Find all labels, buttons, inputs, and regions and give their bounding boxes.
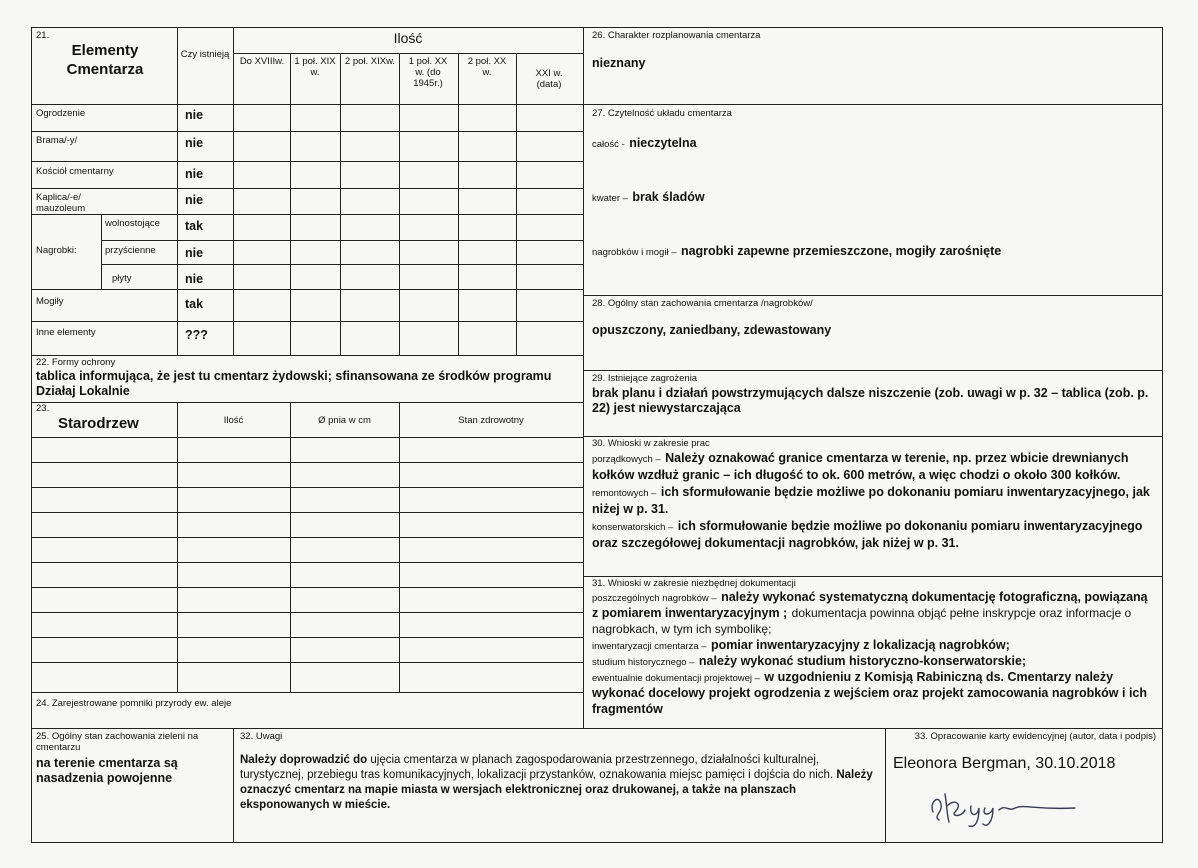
row-value: tak [185,297,204,311]
nature-label: 24. Zarejestrowane pomniki przyrody ew. aleje [36,698,232,709]
works-conserv [592,517,1154,551]
rule [233,728,234,843]
works-order [592,449,1154,483]
readability-whole-value: nieczytelna [629,136,697,150]
layout-value: nieznany [592,56,646,70]
row-label: Kaplica/-e/ mauzoleum [36,192,86,214]
doc-p4-label: ewentualnie dokumentacji projektowej – [592,673,760,684]
documentation-p1 [592,589,1154,637]
readability-quarters [592,188,705,206]
rule [31,161,583,162]
signature [925,782,1085,832]
rule [583,27,584,728]
period-header: 2 poł. XIXw. [344,56,396,67]
row-value: nie [185,108,204,122]
works-conserv-label: konserwatorskich – [592,522,674,533]
row-label: Kościół cmentarny [36,166,114,177]
remarks-body [240,753,878,813]
rule [233,53,583,54]
readability-graves [592,242,1001,260]
gravestone-type: przyścienne [105,245,156,256]
rule [31,437,583,438]
rule [31,27,32,843]
rule [31,662,583,663]
rule [31,355,583,356]
readability-quarters-value: brak śladów [632,190,705,204]
rule [233,27,234,355]
period-header: 2 poł. XX w. [467,56,507,78]
row-value: nie [185,167,204,181]
documentation-body [592,589,1154,717]
doc-p2-label: inwentaryzacji cmentarza – [592,641,707,652]
section-number: 21. [36,30,50,41]
trees-col-header: Stan zdrowotny [458,415,524,426]
rule [399,402,400,692]
rule [31,104,583,105]
author-label: 33. Opracowanie karty ewidencyjnej (autor, data i podpis) [914,731,1156,742]
rule [31,587,583,588]
remarks-bold-2: Należy oznaczyć cmentarz na mapie miasta w wersjach elektronicznej oraz drukowanej, a także na planszach eksponowanych w mieście. [240,769,873,811]
rule [31,842,1163,843]
rule [31,637,583,638]
row-label: Brama/-y/ [36,135,78,146]
period-header: XXI w. (data) [535,68,563,90]
rule [583,104,1163,105]
rule [31,27,1163,28]
rule [583,295,1163,296]
readability-whole-label: całość - [592,139,625,150]
rule [177,402,178,692]
trees-col-header: Ø pnia w cm [318,415,371,426]
row-value: nie [185,136,204,150]
gravestone-type: płyty [112,273,132,284]
remarks-bold-1: Należy doprowadzić do [240,754,368,766]
works-repair-value: ich sformułowanie będzie możliwe po dokonaniu pomiaru inwentaryzacyjnego, jak niżej w p. 31. [592,485,1150,516]
rule [177,27,178,355]
period-header: 1 poł. XIX w. [294,56,336,78]
rule [31,692,583,693]
gravestone-type: wolnostojące [105,218,160,229]
doc-p2-value: pomiar inwentaryzacyjny z lokalizacją nagrobków; [711,638,1010,652]
rule [1162,27,1163,843]
rule [290,402,291,692]
threats-label: 29. Istniejące zagrożenia [592,373,698,384]
works-order-label: porządkowych – [592,454,661,465]
condition-label: 28. Ogólny stan zachowania cmentarza /nagrobków/ [592,298,813,309]
row-label: Ogrodzenie [36,108,86,119]
works-order-value: Należy oznakować granice cmentarza w terenie, np. przez wbicie drewnianych kołków wzdłuż granic – ich długość to ok. 600 metrów, a więc chodzi o około 300 kołków. [592,451,1129,482]
rule [101,240,583,241]
col-header-exists: Czy istnieją [180,49,230,60]
documentation-label: 31. Wnioski w zakresie niezbędnej dokumentacji [592,578,796,589]
section-title: Cmentarza [66,61,144,78]
gravestone-value: tak [185,219,204,233]
works-label: 30. Wnioski w zakresie prac [592,438,710,449]
threats-value: brak planu i działań powstrzymujących dalsze niszczenie (zob. uwagi w p. 32 – tablica (zob. p. 22) jest niewystarczająca [592,386,1149,415]
rule [31,728,1163,729]
rule [31,402,583,403]
author-value: Eleonora Bergman, 30.10.2018 [893,755,1116,772]
row-value: nie [185,193,204,207]
rule [885,728,886,843]
row-label: Inne elementy [36,327,96,338]
doc-p3-value: należy wykonać studium historyczno-konserwatorskie; [698,654,1027,668]
rule [31,462,583,463]
rule [31,537,583,538]
rule [31,131,583,132]
trees-col-header: Ilość [223,415,244,426]
rule [101,264,583,265]
readability-graves-label: nagrobków i mogił – [592,247,677,258]
remarks-text-1: ujęcia cmentarza w planach zagospodarowania przestrzennego, działalności kulturalnej, turystycznej, przebiegu tras komunikacyjnych, lokalizacji przystanków, oznakowania miejsc pamięci i dojścia do nich. [240,754,837,781]
gravestone-value: nie [185,246,204,260]
col-header-quantity: Ilość [393,30,423,46]
doc-p1-label: poszczególnych nagrobków – [592,593,717,604]
rule [583,436,1163,437]
period-header: 1 poł. XX w. (do 1945r.) [408,56,448,89]
remarks-label: 32. Uwagi [240,731,283,742]
documentation-p3 [592,653,1154,669]
rule [399,53,400,355]
doc-p3-label: studium historycznego – [592,657,695,668]
rule [290,53,291,355]
readability-label: 27. Czytelność układu cmentarza [592,108,732,119]
trees-title: Starodrzew [58,415,139,432]
rule [31,214,583,215]
rule [101,214,102,289]
rule [340,53,341,355]
rule [31,512,583,513]
rule [31,487,583,488]
protection-label: 22. Formy ochrony [36,357,116,368]
greenery-label: 25. Ogólny stan zachowania zieleni na cmentarzu [36,731,199,753]
works-conserv-value: ich sformułowanie będzie możliwe po dokonaniu pomiaru inwentaryzacyjnego oraz szczegółowej dokumentacji nagrobków, jak niżej w p. 31. [592,519,1143,550]
rule [583,370,1163,371]
gravestone-value: nie [185,272,204,286]
works-body [592,449,1154,551]
protection-value: tablica informująca, że jest tu cmentarz żydowski; sfinansowana ze środków programu Działaj Lokalnie [36,369,552,398]
rule [31,289,583,290]
rule [458,53,459,355]
row-value: ??? [185,328,208,342]
rule [31,321,583,322]
condition-value: opuszczony, zaniedbany, zdewastowany [592,323,832,337]
works-repair-label: remontowych – [592,488,657,499]
rule [31,562,583,563]
readability-quarters-label: kwater – [592,193,628,204]
works-repair [592,483,1154,517]
gravestones-label: Nagrobki: [36,245,77,256]
readability-graves-value: nagrobki zapewne przemieszczone, mogiły zarośnięte [680,244,1002,258]
rule [583,576,1163,577]
greenery-value: na terenie cmentarza są nasadzenia powojenne [36,756,178,785]
documentation-p2 [592,637,1154,653]
rule [31,612,583,613]
row-label: Mogiły [36,296,64,307]
rule [516,53,517,355]
rule [31,188,583,189]
readability-whole [592,134,697,152]
period-header: Do XVIIIw. [239,56,285,67]
layout-label: 26. Charakter rozplanowania cmentarza [592,30,761,41]
doc-p1-value: należy wykonać systematyczną dokumentację fotograficzną, powiązaną z pomiarem inwentaryzacyjnym ; [592,590,1148,620]
trees-number: 23. [36,403,50,414]
documentation-p4 [592,669,1154,717]
doc-p4-value: w uzgodnieniu z Komisją Rabiniczną ds. Cmentarzy należy wykonać docelowy projekt ogrodzenia z wejściem oraz projekt zamocowania nagrobków i ich fragmentów [592,670,1147,716]
doc-p1-extra: dokumentacja powinna objąć pełne inskrypcje oraz informacje o nagrobkach, w tym ich symbolikę; [592,606,1132,636]
section-title: Elementy [71,42,139,59]
